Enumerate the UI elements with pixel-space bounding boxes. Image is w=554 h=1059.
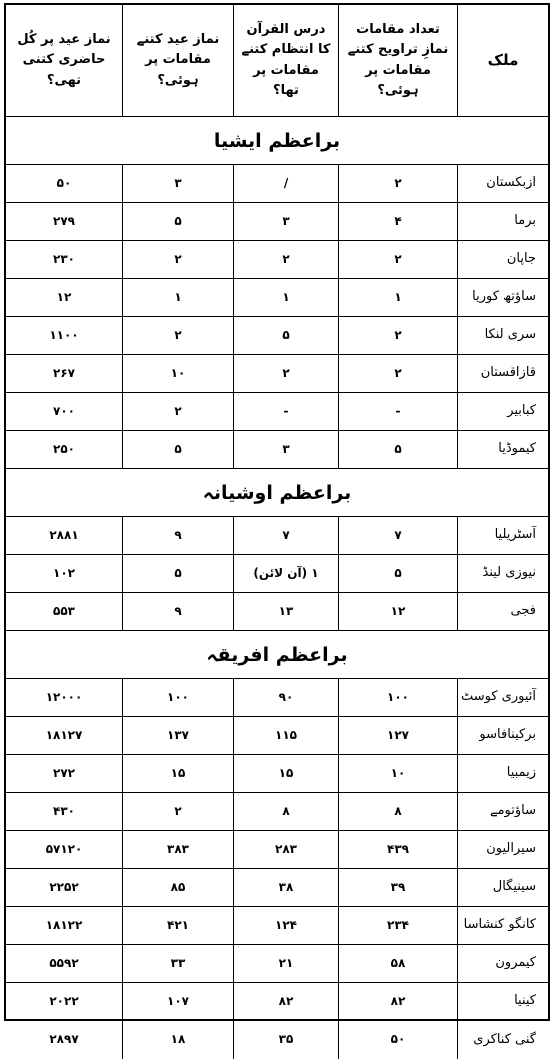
dars-quran-cell-value: ۱ <box>282 289 290 304</box>
eid-attendance-cell <box>6 393 122 430</box>
country-cell-value: زیمبیا <box>506 765 536 781</box>
taraweeh-cell-value: ۲ <box>394 175 402 190</box>
dars-quran-cell-value: ۳ <box>282 213 290 228</box>
table-row <box>6 431 548 469</box>
country-cell <box>457 869 548 906</box>
eid-prayer-cell-value: ۹ <box>174 527 182 542</box>
taraweeh-cell-value: ۱۲۷ <box>387 727 409 742</box>
eid-attendance-cell <box>6 983 122 1020</box>
taraweeh-cell <box>338 517 457 554</box>
taraweeh-cell-value: ۲ <box>394 327 402 342</box>
eid-attendance-cell <box>6 1021 122 1059</box>
eid-attendance-cell <box>6 241 122 278</box>
eid-attendance-cell <box>6 279 122 316</box>
table-row <box>6 793 548 831</box>
eid-attendance-cell-value: ۴۳۰ <box>53 803 75 818</box>
taraweeh-cell-value: ۱۰۰ <box>387 689 409 704</box>
section-header-row <box>6 117 548 165</box>
eid-attendance-cell-value: ۱۸۱۲۷ <box>45 727 83 742</box>
dars-quran-cell-value: ۸۲ <box>278 993 294 1008</box>
eid-prayer-cell-value: ۱۰ <box>170 365 186 380</box>
country-cell-value: سینیگال <box>492 879 536 895</box>
table-row <box>6 279 548 317</box>
taraweeh-cell-value: ۷ <box>394 527 402 542</box>
country-cell <box>457 203 548 240</box>
dars-quran-cell <box>233 869 338 906</box>
eid-attendance-cell <box>6 869 122 906</box>
taraweeh-cell-value: ۳۹ <box>390 879 406 894</box>
country-cell <box>457 431 548 468</box>
section-title: براعظم اوشیانہ <box>202 481 352 504</box>
dars-quran-cell <box>233 945 338 982</box>
dars-quran-cell <box>233 317 338 354</box>
taraweeh-cell <box>338 431 457 468</box>
country-cell <box>457 279 548 316</box>
eid-prayer-cell-value: ۱۰۰ <box>167 689 189 704</box>
taraweeh-cell <box>338 717 457 754</box>
taraweeh-cell <box>338 907 457 944</box>
eid-attendance-cell <box>6 793 122 830</box>
eid-attendance-cell <box>6 431 122 468</box>
eid-prayer-cell-value: ۳۸۳ <box>167 841 189 856</box>
table-row <box>6 717 548 755</box>
dars-quran-cell-value: ۷ <box>282 527 290 542</box>
eid-prayer-cell-value: ۴۲۱ <box>167 917 189 932</box>
dars-quran-cell-value: ۱۳ <box>278 603 294 618</box>
dars-quran-cell-value: - <box>283 403 289 418</box>
taraweeh-cell-value: ۵ <box>394 565 402 580</box>
taraweeh-cell <box>338 983 457 1020</box>
taraweeh-cell-value: ۵ <box>394 441 402 456</box>
table-row <box>6 755 548 793</box>
taraweeh-cell-value: ۲۳۴ <box>387 917 409 932</box>
table-row <box>6 945 548 983</box>
taraweeh-cell <box>338 317 457 354</box>
country-cell-value: ساؤتھ کوریا <box>472 289 536 305</box>
country-cell-value: سیرالیون <box>486 841 536 857</box>
dars-quran-cell <box>233 431 338 468</box>
taraweeh-cell <box>338 831 457 868</box>
taraweeh-cell-value: ۴ <box>394 213 402 228</box>
country-cell-value: کیموڈیا <box>498 441 536 457</box>
dars-quran-cell <box>233 1021 338 1059</box>
taraweeh-cell <box>338 393 457 430</box>
eid-prayer-cell-value: ۱۳۷ <box>167 727 189 742</box>
taraweeh-cell <box>338 355 457 392</box>
country-cell <box>457 755 548 792</box>
country-cell <box>457 165 548 202</box>
taraweeh-cell-value: ۱۰ <box>390 765 406 780</box>
dars-quran-cell-value: ۳۵ <box>278 1032 294 1047</box>
eid-attendance-cell <box>6 355 122 392</box>
dars-quran-cell <box>233 241 338 278</box>
taraweeh-cell-value: - <box>395 403 401 418</box>
taraweeh-cell-value: ۸۲ <box>390 993 406 1008</box>
dars-quran-cell-value: ۲۱ <box>278 955 294 970</box>
taraweeh-cell-value: ۱ <box>394 289 402 304</box>
table-row <box>6 203 548 241</box>
country-cell-value: کبابیر <box>507 403 536 419</box>
table-row <box>6 555 548 593</box>
eid-attendance-cell <box>6 945 122 982</box>
header-dars-quran <box>233 5 338 116</box>
table-row <box>6 517 548 555</box>
country-cell <box>457 555 548 592</box>
eid-prayer-cell-value: ۱۵ <box>170 765 186 780</box>
country-cell <box>457 793 548 830</box>
country-cell-value: فجی <box>510 603 536 619</box>
country-cell-value: آئیوری کوسٹ <box>460 689 536 705</box>
eid-attendance-cell-value: ۵۰ <box>56 175 72 190</box>
country-cell-value: کیمرون <box>495 955 536 971</box>
eid-attendance-cell-value: ۲۷۹ <box>53 213 75 228</box>
eid-prayer-cell <box>122 1021 233 1059</box>
taraweeh-cell <box>338 755 457 792</box>
eid-prayer-cell <box>122 317 233 354</box>
dars-quran-cell-value: ۳۸ <box>278 879 294 894</box>
section-title: براعظم افریقہ <box>206 643 348 666</box>
eid-attendance-cell <box>6 679 122 716</box>
dars-quran-cell-value: ۱۵ <box>278 765 294 780</box>
country-cell <box>457 717 548 754</box>
dars-quran-cell-value: ۱۲۴ <box>275 917 297 932</box>
table-row <box>6 593 548 631</box>
country-cell-value: ازبکستان <box>486 175 536 191</box>
taraweeh-cell-value: ۴۳۹ <box>387 841 409 856</box>
eid-prayer-cell-value: ۵ <box>174 441 182 456</box>
taraweeh-cell <box>338 793 457 830</box>
eid-attendance-cell <box>6 717 122 754</box>
eid-prayer-cell <box>122 431 233 468</box>
header-taraweeh <box>338 5 457 116</box>
dars-quran-cell-value: ۱۱۵ <box>275 727 297 742</box>
eid-attendance-cell <box>6 317 122 354</box>
eid-attendance-cell-value: ۲۶۷ <box>53 365 75 380</box>
eid-prayer-cell <box>122 241 233 278</box>
eid-prayer-cell-value: ۲ <box>174 251 182 266</box>
country-cell <box>457 945 548 982</box>
header-country-label: ملک <box>487 50 519 69</box>
eid-prayer-cell-value: ۳ <box>174 175 182 190</box>
table-row <box>6 165 548 203</box>
country-cell-value: نیوزی لینڈ <box>482 565 536 581</box>
taraweeh-cell-value: ۸ <box>394 803 402 818</box>
dars-quran-cell <box>233 355 338 392</box>
country-cell-value: برما <box>514 213 536 229</box>
table-row <box>6 355 548 393</box>
dars-quran-cell <box>233 831 338 868</box>
country-cell-value: سری لنکا <box>484 327 536 343</box>
table-row <box>6 831 548 869</box>
country-cell-value: جاپان <box>506 251 536 267</box>
header-eid-attendance <box>6 5 122 116</box>
country-cell <box>457 831 548 868</box>
eid-prayer-cell <box>122 203 233 240</box>
eid-prayer-cell-value: ۵ <box>174 213 182 228</box>
eid-attendance-cell-value: ۱۰۲ <box>53 565 75 580</box>
taraweeh-cell-value: ۲ <box>394 365 402 380</box>
eid-prayer-cell <box>122 869 233 906</box>
eid-prayer-cell <box>122 517 233 554</box>
section-header-row <box>6 631 548 679</box>
dars-quran-cell-value: ۵ <box>282 327 290 342</box>
eid-attendance-cell-value: ۵۵۳ <box>53 603 75 618</box>
dars-quran-cell <box>233 593 338 630</box>
eid-prayer-cell <box>122 793 233 830</box>
eid-attendance-cell-value: ۲۸۹۷ <box>49 1032 79 1047</box>
dars-quran-cell-value: ۲ <box>282 365 290 380</box>
table-row <box>6 1021 548 1059</box>
taraweeh-cell <box>338 279 457 316</box>
header-dars-quran-label: درس القرآن کا انتظام کتنے مقامات پر تھا؟ <box>241 22 331 98</box>
dars-quran-cell <box>233 793 338 830</box>
eid-prayer-cell <box>122 555 233 592</box>
eid-prayer-cell <box>122 279 233 316</box>
eid-prayer-cell <box>122 907 233 944</box>
eid-attendance-cell-value: ۱۲۰۰۰ <box>45 689 83 704</box>
country-cell-value: ساؤتومے <box>489 803 536 819</box>
header-eid-prayer <box>122 5 233 116</box>
eid-prayer-cell <box>122 593 233 630</box>
country-cell-value: گنی کناکری <box>473 1031 536 1047</box>
eid-attendance-cell <box>6 165 122 202</box>
dars-quran-cell <box>233 393 338 430</box>
eid-attendance-cell <box>6 517 122 554</box>
eid-attendance-cell <box>6 755 122 792</box>
country-cell-value: قازاقستان <box>480 365 536 381</box>
taraweeh-cell <box>338 593 457 630</box>
dars-quran-cell <box>233 907 338 944</box>
eid-attendance-cell-value: ۱۸۱۲۲ <box>45 917 83 932</box>
country-cell <box>457 1021 548 1059</box>
taraweeh-cell <box>338 945 457 982</box>
statistics-table <box>4 3 550 1047</box>
eid-prayer-cell <box>122 165 233 202</box>
header-taraweeh-label: تعداد مقامات نمازِ تراویح کتنے مقامات پر ہوئی؟ <box>347 22 449 98</box>
eid-prayer-cell <box>122 831 233 868</box>
eid-prayer-cell <box>122 717 233 754</box>
eid-prayer-cell-value: ۲ <box>174 803 182 818</box>
dars-quran-cell-value: ۲ <box>282 251 290 266</box>
dars-quran-cell <box>233 755 338 792</box>
table-row <box>6 907 548 945</box>
dars-quran-cell-value: ۱ (آن لائن) <box>253 565 319 580</box>
eid-attendance-cell-value: ۲۰۲۲ <box>49 993 79 1008</box>
eid-attendance-cell <box>6 593 122 630</box>
taraweeh-cell <box>338 165 457 202</box>
header-eid-prayer-label: نماز عید کتنے مقامات پر ہوئی؟ <box>136 32 220 88</box>
eid-prayer-cell-value: ۱۰۷ <box>167 993 189 1008</box>
dars-quran-cell <box>233 203 338 240</box>
table-row <box>6 393 548 431</box>
eid-attendance-cell-value: ۲۷۲ <box>53 765 75 780</box>
eid-prayer-cell-value: ۸۵ <box>170 879 186 894</box>
eid-prayer-cell-value: ۹ <box>174 603 182 618</box>
taraweeh-cell <box>338 241 457 278</box>
eid-prayer-cell <box>122 755 233 792</box>
taraweeh-cell-value: ۵۸ <box>390 955 406 970</box>
dars-quran-cell <box>233 517 338 554</box>
dars-quran-cell <box>233 279 338 316</box>
dars-quran-cell-value: ۲۸۳ <box>275 841 297 856</box>
eid-attendance-cell-value: ۵۷۱۲۰ <box>45 841 83 856</box>
eid-attendance-cell-value: ۷۰۰ <box>53 403 75 418</box>
country-cell <box>457 679 548 716</box>
taraweeh-cell <box>338 203 457 240</box>
eid-attendance-cell <box>6 555 122 592</box>
dars-quran-cell-value: ۸ <box>282 803 290 818</box>
taraweeh-cell-value: ۲ <box>394 251 402 266</box>
eid-attendance-cell <box>6 907 122 944</box>
country-cell-value: کانگو کنشاسا <box>463 917 536 933</box>
eid-attendance-cell <box>6 203 122 240</box>
eid-attendance-cell-value: ۲۳۰ <box>53 251 75 266</box>
eid-prayer-cell <box>122 679 233 716</box>
table-body <box>6 117 548 1059</box>
eid-prayer-cell <box>122 355 233 392</box>
country-cell <box>457 355 548 392</box>
eid-prayer-cell-value: ۲ <box>174 403 182 418</box>
eid-prayer-cell-value: ۳۳ <box>170 955 186 970</box>
eid-prayer-cell <box>122 945 233 982</box>
taraweeh-cell <box>338 1021 457 1059</box>
dars-quran-cell <box>233 717 338 754</box>
country-cell <box>457 907 548 944</box>
dars-quran-cell <box>233 679 338 716</box>
section-header-row <box>6 469 548 517</box>
dars-quran-cell-value: ۹۰ <box>278 689 294 704</box>
eid-attendance-cell <box>6 831 122 868</box>
dars-quran-cell <box>233 555 338 592</box>
table-row <box>6 869 548 907</box>
taraweeh-cell-value: ۱۲ <box>390 603 406 618</box>
country-cell <box>457 393 548 430</box>
taraweeh-cell <box>338 869 457 906</box>
taraweeh-cell-value: ۵۰ <box>390 1032 406 1047</box>
country-cell-value: کینیا <box>514 993 536 1009</box>
dars-quran-cell <box>233 165 338 202</box>
eid-prayer-cell-value: ۱ <box>174 289 182 304</box>
country-cell-value: آسٹریلیا <box>494 527 536 543</box>
dars-quran-cell <box>233 983 338 1020</box>
eid-attendance-cell-value: ۵۵۹۲ <box>49 955 79 970</box>
table-row <box>6 317 548 355</box>
eid-attendance-cell-value: ۱۱۰۰ <box>49 327 79 342</box>
dars-quran-cell-value: / <box>283 175 289 190</box>
dars-quran-cell-value: ۳ <box>282 441 290 456</box>
table-row <box>6 679 548 717</box>
eid-prayer-cell <box>122 983 233 1020</box>
eid-attendance-cell-value: ۱۲ <box>56 289 72 304</box>
eid-prayer-cell <box>122 393 233 430</box>
country-cell <box>457 317 548 354</box>
eid-attendance-cell-value: ۲۸۸۱ <box>49 527 79 542</box>
country-cell <box>457 593 548 630</box>
eid-prayer-cell-value: ۱۸ <box>170 1032 186 1047</box>
taraweeh-cell <box>338 555 457 592</box>
eid-prayer-cell-value: ۵ <box>174 565 182 580</box>
country-cell <box>457 241 548 278</box>
header-eid-attendance-label: نماز عید پر کُل حاضری کتنی تھی؟ <box>17 32 111 88</box>
table-row <box>6 241 548 279</box>
eid-prayer-cell-value: ۲ <box>174 327 182 342</box>
taraweeh-cell <box>338 679 457 716</box>
eid-attendance-cell-value: ۲۵۰ <box>53 441 75 456</box>
table-header-row <box>6 5 548 117</box>
country-cell <box>457 517 548 554</box>
table-row <box>6 983 548 1021</box>
section-title: براعظم ایشیا <box>213 129 341 152</box>
eid-attendance-cell-value: ۲۲۵۲ <box>49 879 79 894</box>
header-country <box>457 5 548 116</box>
country-cell-value: برکینافاسو <box>479 727 536 743</box>
country-cell <box>457 983 548 1020</box>
